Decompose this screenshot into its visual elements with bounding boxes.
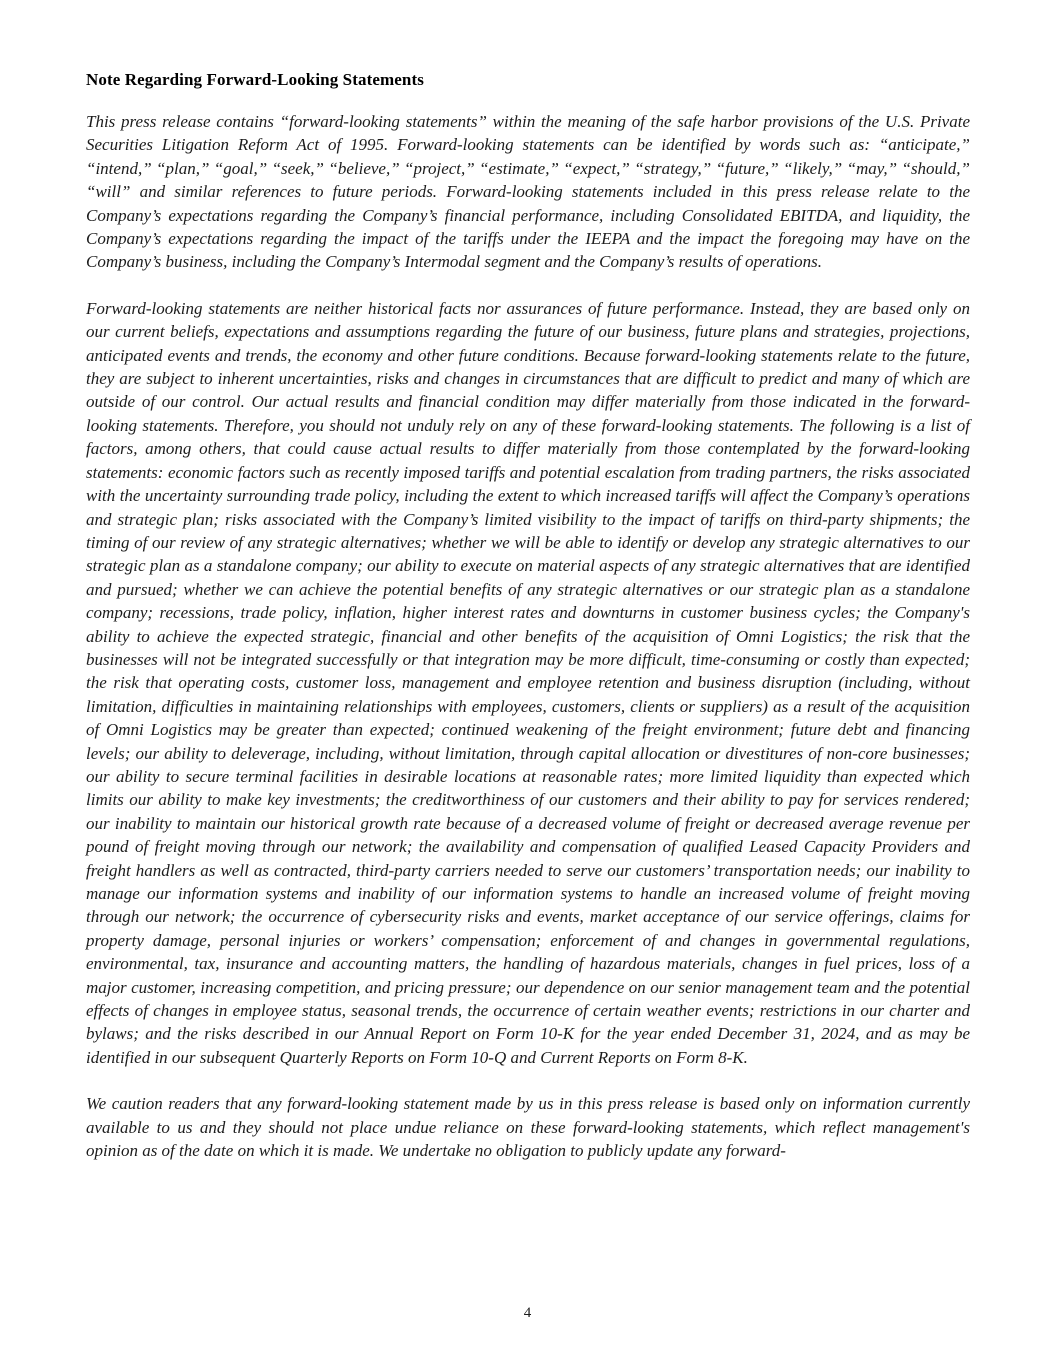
document-content [86,70,970,1185]
body-paragraph-1: This press release contains “forward-looking statements” within the meaning of the safe harbor provisions of the U.S. Private Securities Litigation Reform Act of 1995. Forward-looking statements can be identified by words such as: “anticipate,” “intend,” “plan,” “goal,” “seek,” “believe,” “project,” “estimate,” “expect,” “strategy,” “future,” “likely,” “may,” “should,” “will” and similar references to future periods. Forward-looking statements included in this press release relate to the Company’s expectations regarding the Company’s financial performance, including Consolidated EBITDA, and liquidity, the Company’s expectations regarding the impact of the tariffs under the IEEPA and the impact the foregoing may have on the Company’s business, including the Company’s Intermodal segment and the Company’s results of operations. [86,112,970,272]
section-heading: Note Regarding Forward-Looking Statements [86,70,424,89]
page-number: 4 [523,1305,532,1321]
body-paragraph-2: Forward-looking statements are neither historical facts nor assurances of future performance. Instead, they are based only on our current beliefs, expectations and assumptions regarding the future of our business, future plans and strategies, projections, anticipated events and trends, the economy and other future conditions. Because forward-looking statements relate to the future, they are subject to inherent uncertainties, risks and changes in circumstances that are difficult to predict and many of which are outside of our control. Our actual results and financial condition may differ materially from those indicated in the forward-looking statements. Therefore, you should not unduly rely on any of these forward-looking statements. The following is a list of factors, among others, that could cause actual results to differ materially from those contemplated by the forward-looking statements: economic factors such as recently imposed tariffs and potential escalation from trading partners, the risks associated with the uncertainty surrounding trade policy, including the extent to which increased tariffs will affect the Company’s operations and strategic plan; risks associated with the Company’s limited visibility to the impact of tariffs on third-party shipments; the timing of our review of any strategic alternatives; whether we will be able to identify or develop any strategic alternatives to our strategic plan as a standalone company; our ability to execute on material aspects of any strategic alternatives that are identified and pursued; whether we can achieve the potential benefits of any strategic alternatives or our strategic plan as a standalone company; recessions, trade policy, inflation, higher interest rates and downturns in customer business cycles; the Company's ability to achieve the expected strategic, financial and other benefits of the acquisition of Omni Logistics; the risk that the businesses will not be integrated successfully or that integration may be more difficult, time-consuming or costly than expected; the risk that operating costs, customer loss, management and employee retention and business disruption (including, without limitation, difficulties in maintaining relationships with employees, customers, clients or suppliers) as a result of the acquisition of Omni Logistics may be greater than expected; continued weakening of the freight environment; future debt and financing levels; our ability to deleverage, including, without limitation, through capital allocation or divestitures of non-core businesses; our ability to secure terminal facilities in desirable locations at reasonable rates; more limited liquidity than expected which limits our ability to make key investments; the creditworthiness of our customers and their ability to pay for services rendered; our inability to maintain our historical growth rate because of a decreased volume of freight or decreased average revenue per pound of freight moving through our network; the availability and compensation of qualified Leased Capacity Providers and freight handlers as well as contracted, third-party carriers needed to serve our customers’ transportation needs; our inability to manage our information systems and inability of our information systems to handle an increased volume of freight moving through our network; the occurrence of cybersecurity risks and events, market acceptance of our service offerings, claims for property damage, personal injuries or workers’ compensation; enforcement of and changes in governmental regulations, environmental, tax, insurance and accounting matters, the handling of hazardous materials, changes in fuel prices, loss of a major customer, increasing competition, and pricing pressure; our dependence on our senior management team and the potential effects of changes in employee status, seasonal trends, the occurrence of certain weather events; restrictions in our charter and bylaws; and the risks described in our Annual Report on Form 10-K for the year ended December 31, 2024, and as may be identified in our subsequent Quarterly Reports on Form 10-Q and Current Reports on Form 8-K. [86,298,970,1067]
body-paragraph-3: We caution readers that any forward-looking statement made by us in this press release is based only on information currently available to us and they should not place undue reliance on these forward-looking statements, which reflect management's opinion as of the date on which it is made. We undertake no obligation to publicly update any forward- [86,1094,970,1161]
